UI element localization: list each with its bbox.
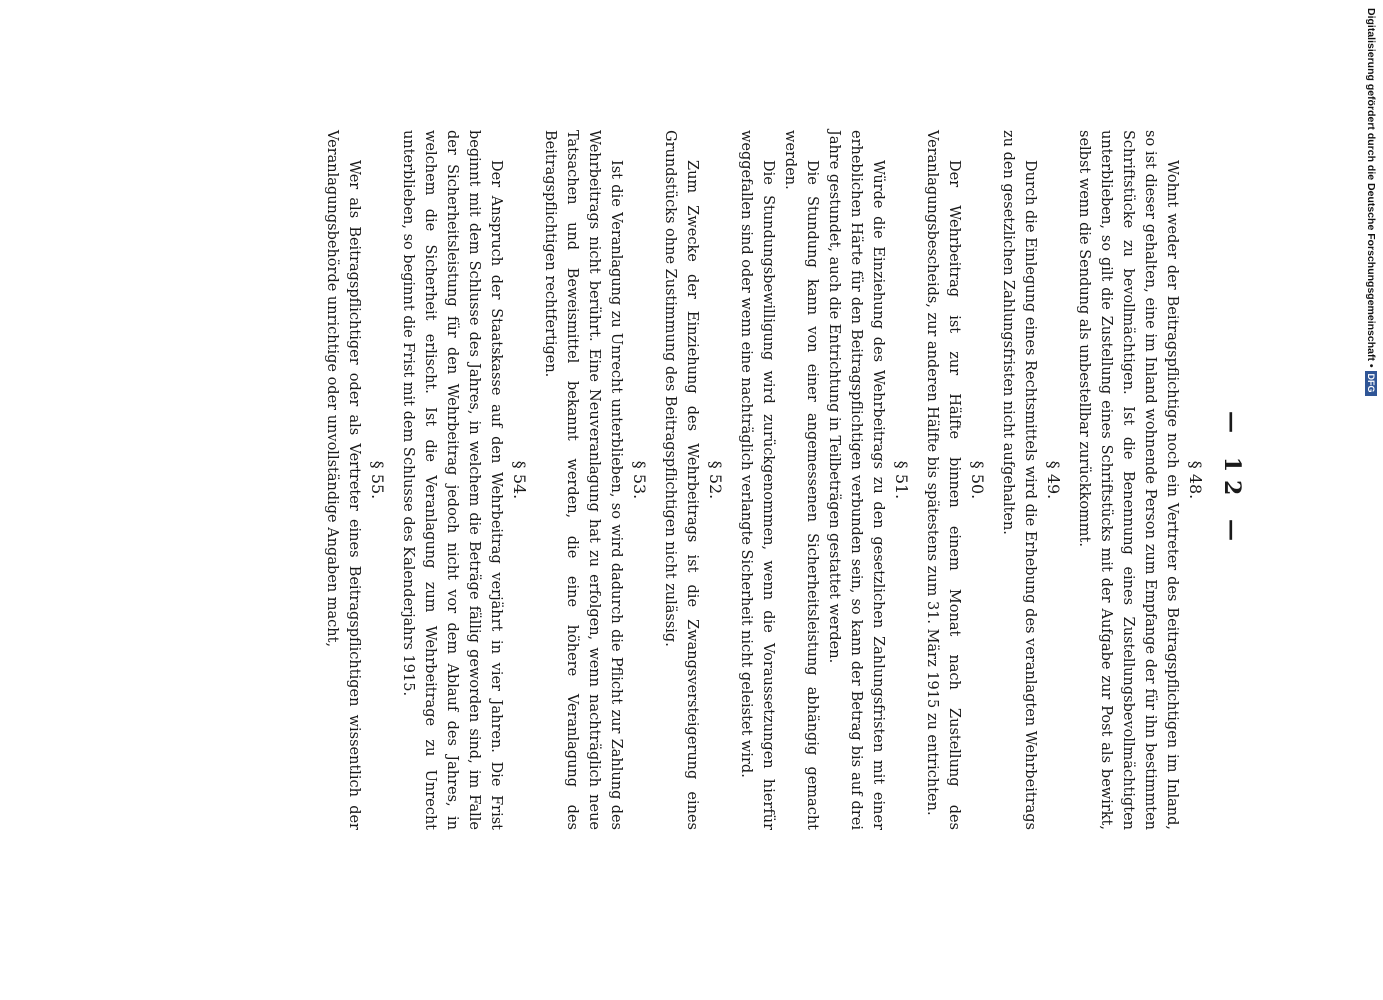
section-title: § 50. — [968, 460, 987, 500]
section-title: § 49. — [1044, 460, 1063, 500]
section-paragraph: Wohnt weder der Beitragspflichtige noch ein Vertreter des Beitragspflichtigen im Inland, so ist dieser gehalten, eine im Inland wohnende Person zum Empfange der für ihn bestimmten Schriftstücke zu bevollmächtigen. Ist die Benennung eines Zustellungsbevollmächtigten unterblieben, so gilt die Zustellung eines Schriftstücks mit der Aufgabe zur Post als bewirkt, selbst wenn die Sendung als unbestellbar zurückkommt. — [1076, 130, 1180, 830]
dfg-credit-strip — [1355, 8, 1383, 993]
section-title: § 55. — [368, 460, 387, 500]
section-paragraph: Die Stundungsbewilligung wird zurückgenommen, wenn die Voraussetzungen hierfür weggefallen sind oder wenn eine nachträglich verlangte Sicherheit nicht geleistet wird. — [738, 130, 776, 830]
section-paragraph: Ist die Veranlagung zu Unrecht unterblieben, so wird dadurch die Pflicht zur Zahlung des Wehrbeitrags nicht berührt. Eine Neuveranlagung hat zu erfolgen, wenn nachträglich neue Tatsachen und Beweismittel bekannt werden, die eine höhere Veranlagung des Beitragspflichtigen rechtfertigen. — [542, 130, 624, 830]
section — [397, 130, 529, 830]
section-title: § 51. — [892, 460, 911, 500]
section — [1073, 130, 1205, 830]
dfg-credit — [1365, 8, 1377, 400]
section — [321, 130, 387, 830]
section-title: § 54. — [510, 460, 529, 500]
section-title: § 48. — [1186, 460, 1205, 500]
section-paragraph: Der Anspruch der Staatskasse auf den Wehrbeitrag verjährt in vier Jahren. Die Frist beginnt mit dem Schlusse des Jahres, in welchem die Beträge fällig geworden sind, im Falle der Sicherheitsleistung für den Wehrbeitrag jedoch nicht vor dem Ablauf des Jahres, in welchem die Sicherheit erlischt. Ist die Veranlagung zum Wehrbeitrage zu Unrecht unterblieben, so beginnt die Frist mit dem Schlusse des Kalenderjahrs 1915. — [400, 130, 504, 830]
section-paragraph: Der Wehrbeitrag ist zur Hälfte binnen einem Monat nach Zustellung des Veranlagungsbescheids, zur anderen Hälfte bis spätestens zum 31. März 1915 zu entrichten. — [924, 130, 962, 830]
section-paragraph: Durch die Einlegung eines Rechtsmittels wird die Erhebung des veranlagten Wehrbeitrags zu den gesetzlichen Zahlungsfristen nicht aufgehalten. — [1000, 130, 1038, 830]
section — [659, 130, 725, 830]
section — [921, 130, 987, 830]
section-paragraph: Würde die Einziehung des Wehrbeitrags zu den gesetzlichen Zahlungsfristen mit einer erheblichen Härte für den Beitragspflichtigen verbunden sein, so kann der Betrag bis auf drei Jahre gestundet, auch die Entrichtung in Teilbeträgen gestattet werden. — [826, 130, 886, 830]
section-title: § 52. — [706, 460, 725, 500]
section-title: § 53. — [630, 460, 649, 500]
section-paragraph: Die Stundung kann von einer angemessenen Sicherheitsleistung abhängig gemacht werden. — [782, 130, 820, 830]
section — [997, 130, 1063, 830]
section — [539, 130, 649, 830]
dfg-logo: DFG — [1365, 371, 1377, 396]
section-paragraph: Zum Zwecke der Einziehung des Wehrbeitrags ist die Zwangsversteigerung eines Grundstücks ohne Zustimmung des Beitragspflichtigen nicht zulässig. — [662, 130, 700, 830]
document-body — [311, 130, 1205, 830]
dfg-credit-text: Digitalisierung gefördert durch die Deutsche Forschungsgemeinschaft • — [1365, 8, 1377, 368]
page-number: — 12 — — [1219, 411, 1245, 549]
rotated-document-page — [115, 130, 1245, 830]
section — [735, 130, 911, 830]
section-paragraph: Wer als Beitragspflichtiger oder als Vertreter eines Beitragspflichtigen wissentlich der Veranlagungsbehörde unrichtige oder unvollständige Angaben macht, — [324, 130, 362, 830]
